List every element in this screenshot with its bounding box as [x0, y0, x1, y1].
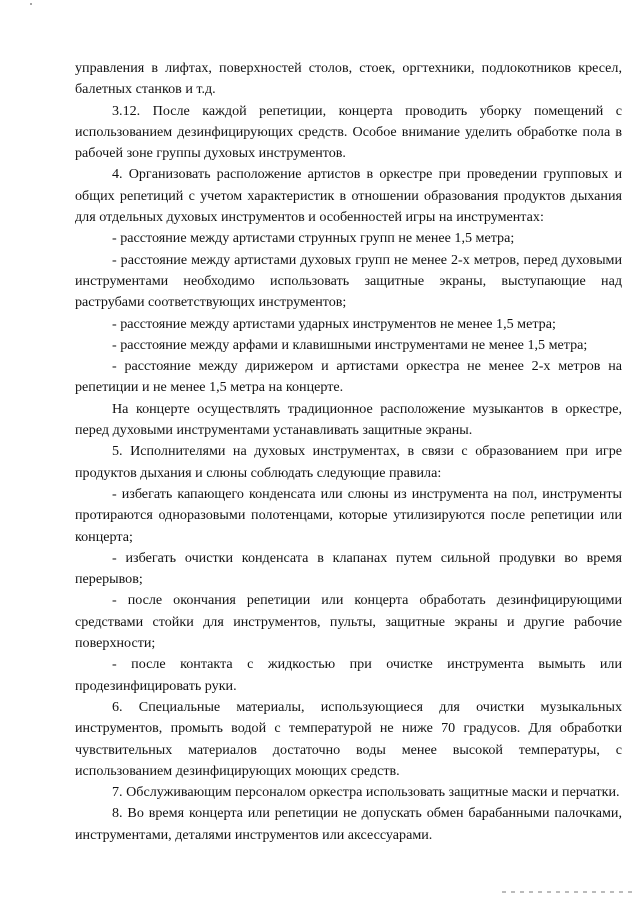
paragraph-concert-layout: На концерте осуществлять традиционное расположение музыкантов в оркестре, перед духовыми инструментами устанавливать защитные экраны.	[75, 400, 622, 439]
paragraph-5: 5. Исполнителями на духовых инструментах, в связи с образованием при игре продуктов дыхания и слюны соблюдать следующие правила:	[75, 443, 622, 481]
paragraph-3-12: 3.12. После каждой репетиции, концерта проводить уборку помещений с использованием дезинфицирующих средств. Особое внимание уделить обработке пола в рабочей зоне группы духовых инструментов.	[75, 102, 622, 162]
scan-edge-mark	[502, 891, 632, 893]
list-item-conductor-distance: - расстояние между дирижером и артистами оркестра не менее 2-х метров на репетиции и не менее 1,5 метра на концерте.	[75, 358, 622, 396]
paragraph-6: 6. Специальные материалы, использующиеся для очистки музыкальных инструментов, промыть водой с температурой не ниже 70 градусов. Для обработки чувствительных материалов достаточно воды менее высокой температуры, с использованием дезинфицирующих моющих средств.	[75, 698, 622, 779]
list-item-condensate: - избегать капающего конденсата или слюны из инструмента на пол, инструменты протираются одноразовыми полотенцами, которые утилизируются после репетиции или концерта;	[75, 485, 622, 545]
document-page	[75, 58, 622, 846]
paragraph-8: 8. Во время концерта или репетиции не допускать обмен барабанными палочками, инструментами, деталями инструментов или аксессуарами.	[75, 805, 622, 843]
paragraph-4: 4. Организовать расположение артистов в оркестре при проведении групповых и общих репетиций с учетом характеристик в отношении образования продуктов дыхания для отдельных духовых инструментов и особенностей игры на инструментах:	[75, 166, 622, 226]
list-item-strings-distance: - расстояние между артистами струнных групп не менее 1,5 метра;	[112, 230, 515, 247]
scan-speck	[30, 3, 32, 5]
list-item-disinfect-surfaces: - после окончания репетиции или концерта обработать дезинфицирующими средствами стойки для инструментов, пульты, защитные экраны и другие рабочие поверхности;	[75, 592, 622, 652]
list-item-percussion-distance: - расстояние между артистами ударных инструментов не менее 1,5 метра;	[112, 315, 556, 332]
list-item-winds-distance: - расстояние между артистами духовых групп не менее 2-х метров, перед духовыми инструментами необходимо использовать защитные экраны, выступающие над раструбами соответствующих инструментов;	[75, 251, 622, 311]
paragraph-7: 7. Обслуживающим персоналом оркестра использовать защитные маски и перчатки.	[112, 784, 620, 801]
paragraph-continuation: управления в лифтах, поверхностей столов, стоек, оргтехники, подлокотников кресел, балетных станков и т.д.	[75, 60, 622, 98]
list-item-wash-hands: - после контакта с жидкостью при очистке инструмента вымыть или продезинфицировать руки.	[75, 656, 622, 694]
list-item-valve-cleaning: - избегать очистки конденсата в клапанах путем сильной продувки во время перерывов;	[75, 549, 622, 588]
list-item-harps-distance: - расстояние между арфами и клавишными инструментами не менее 1,5 метра;	[112, 336, 588, 353]
